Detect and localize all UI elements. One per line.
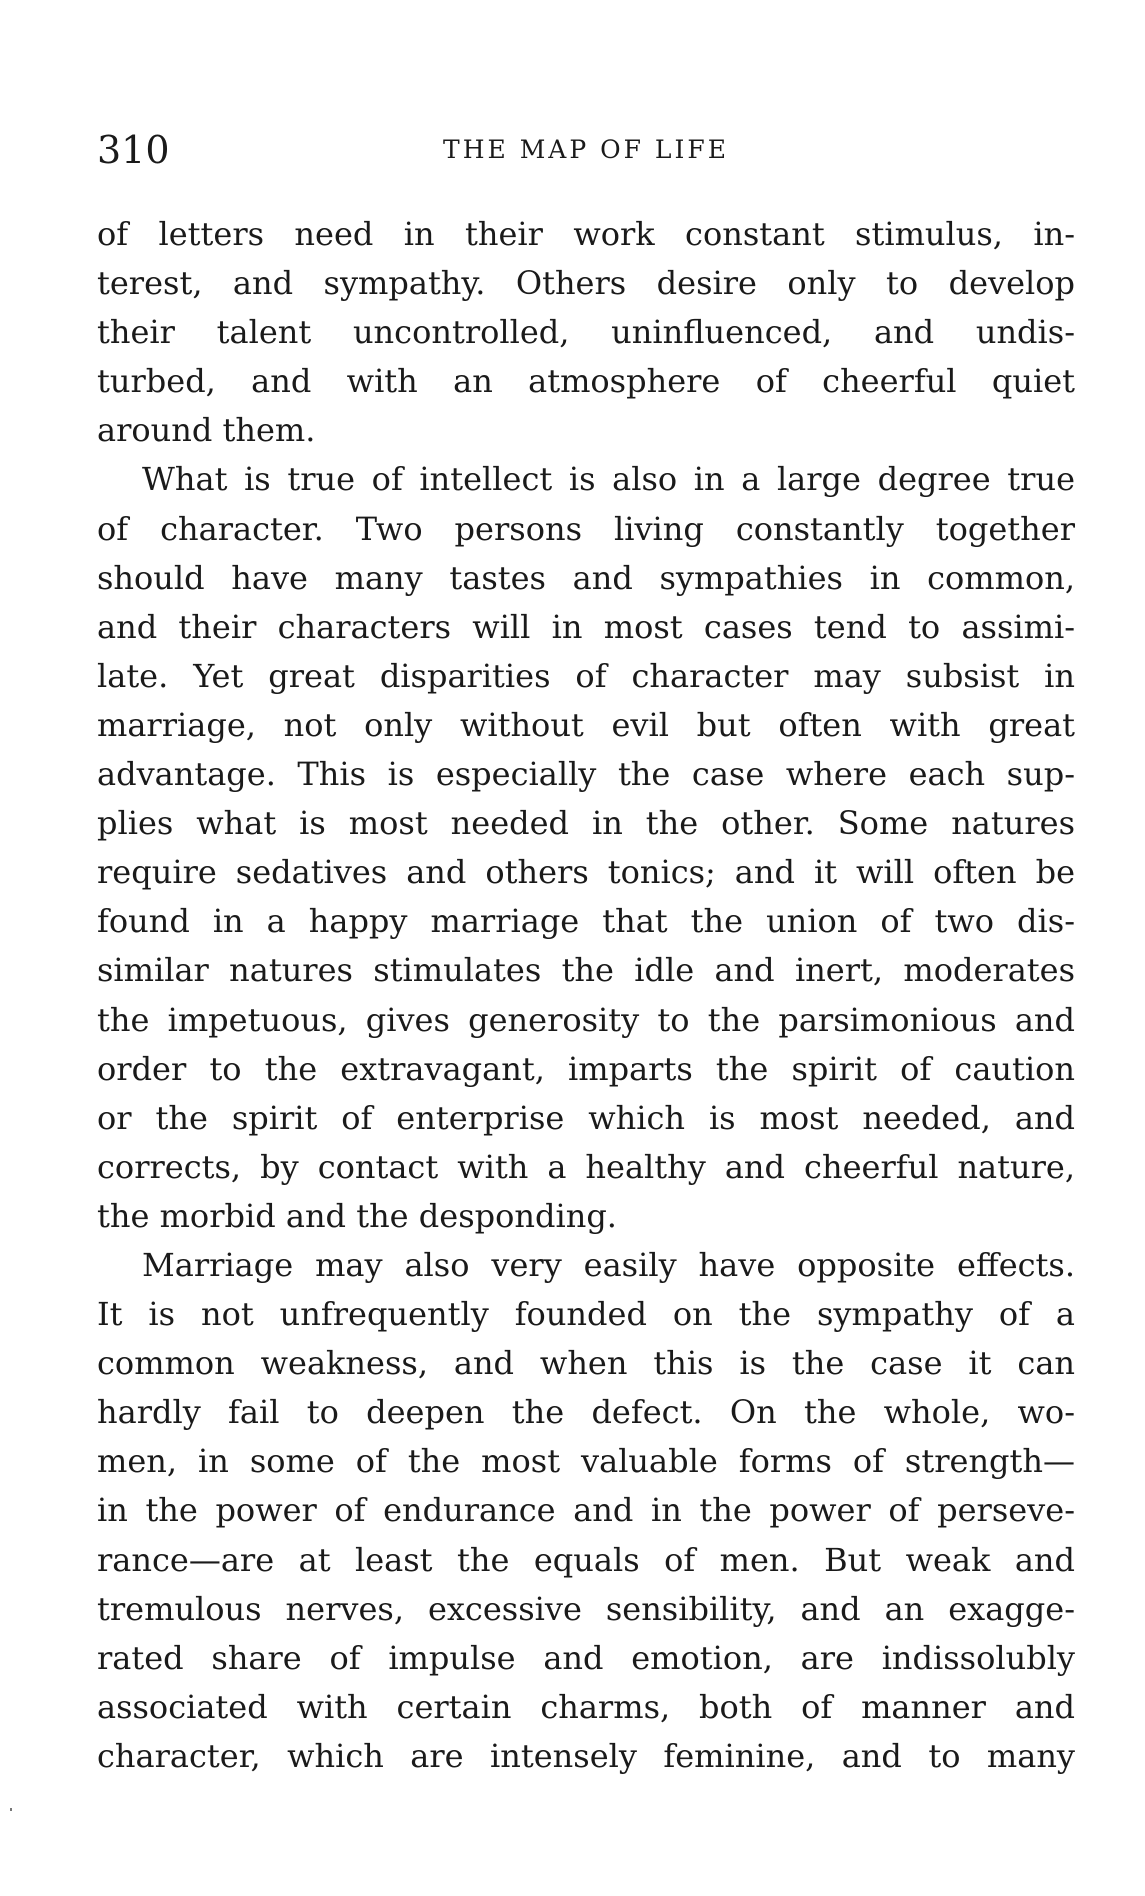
text-line: found in a happy marriage that the union of two dis- <box>97 902 1075 941</box>
text-line: require sedatives and others tonics; and it will often be <box>97 853 1075 892</box>
text-line: corrects, by contact with a healthy and cheerful nature, <box>97 1147 1075 1186</box>
page-number: 310 <box>97 128 170 172</box>
text-line: plies what is most needed in the other. Some natures <box>97 804 1075 843</box>
text-line: Marriage may also very easily have opposite effects. <box>142 1245 1075 1284</box>
text-line: should have many tastes and sympathies in common, <box>97 558 1075 597</box>
text-line: character, which are intensely feminine, and to many <box>97 1736 1075 1775</box>
text-line: in the power of endurance and in the power of perseve- <box>97 1491 1075 1530</box>
text-line: rance—are at least the equals of men. But weak and <box>97 1540 1075 1579</box>
text-line: rated share of impulse and emotion, are indissolubly <box>97 1638 1075 1677</box>
text-line: tremulous nerves, excessive sensibility, and an exagge- <box>97 1589 1075 1628</box>
text-line: or the spirit of enterprise which is most needed, and <box>97 1098 1075 1137</box>
text-line: of letters need in their work constant stimulus, in- <box>97 215 1075 253</box>
text-line: their talent uncontrolled, uninfluenced, and undis- <box>97 313 1075 352</box>
paragraph-2 <box>97 455 1075 1241</box>
text-line: late. Yet great disparities of character may subsist in <box>97 656 1075 695</box>
text-line: and their characters will in most cases tend to assimi- <box>97 607 1075 646</box>
text-line: the impetuous, gives generosity to the parsimonious and <box>97 1000 1075 1039</box>
text-line: similar natures stimulates the idle and inert, moderates <box>97 951 1075 990</box>
text-line: What is true of intellect is also in a large degree true <box>142 460 1075 499</box>
text-line: terest, and sympathy. Others desire only to develop <box>97 264 1075 303</box>
text-line: hardly fail to deepen the defect. On the whole, wo- <box>97 1393 1075 1432</box>
paragraph-3 <box>97 1241 1075 1781</box>
paragraph-1 <box>97 210 1075 455</box>
text-line: It is not unfrequently founded on the sympathy of a <box>97 1295 1075 1334</box>
body-text <box>97 210 1075 1781</box>
text-line: order to the extravagant, imparts the spirit of caution <box>97 1049 1075 1088</box>
page-header <box>97 128 1075 172</box>
text-line: marriage, not only without evil but often with great <box>97 705 1075 744</box>
text-line: the morbid and the desponding. <box>97 1196 617 1235</box>
scan-speck <box>10 1808 12 1811</box>
text-line: common weakness, and when this is the case it can <box>97 1344 1075 1383</box>
text-line: of character. Two persons living constantly together <box>97 509 1075 548</box>
text-line: associated with certain charms, both of manner and <box>97 1687 1075 1726</box>
running-title: THE MAP OF LIFE <box>443 135 729 164</box>
text-line: around them. <box>97 411 316 450</box>
text-line: advantage. This is especially the case where each sup- <box>97 755 1075 794</box>
text-line: men, in some of the most valuable forms of strength— <box>97 1442 1075 1481</box>
text-line: turbed, and with an atmosphere of cheerful quiet <box>97 362 1075 401</box>
